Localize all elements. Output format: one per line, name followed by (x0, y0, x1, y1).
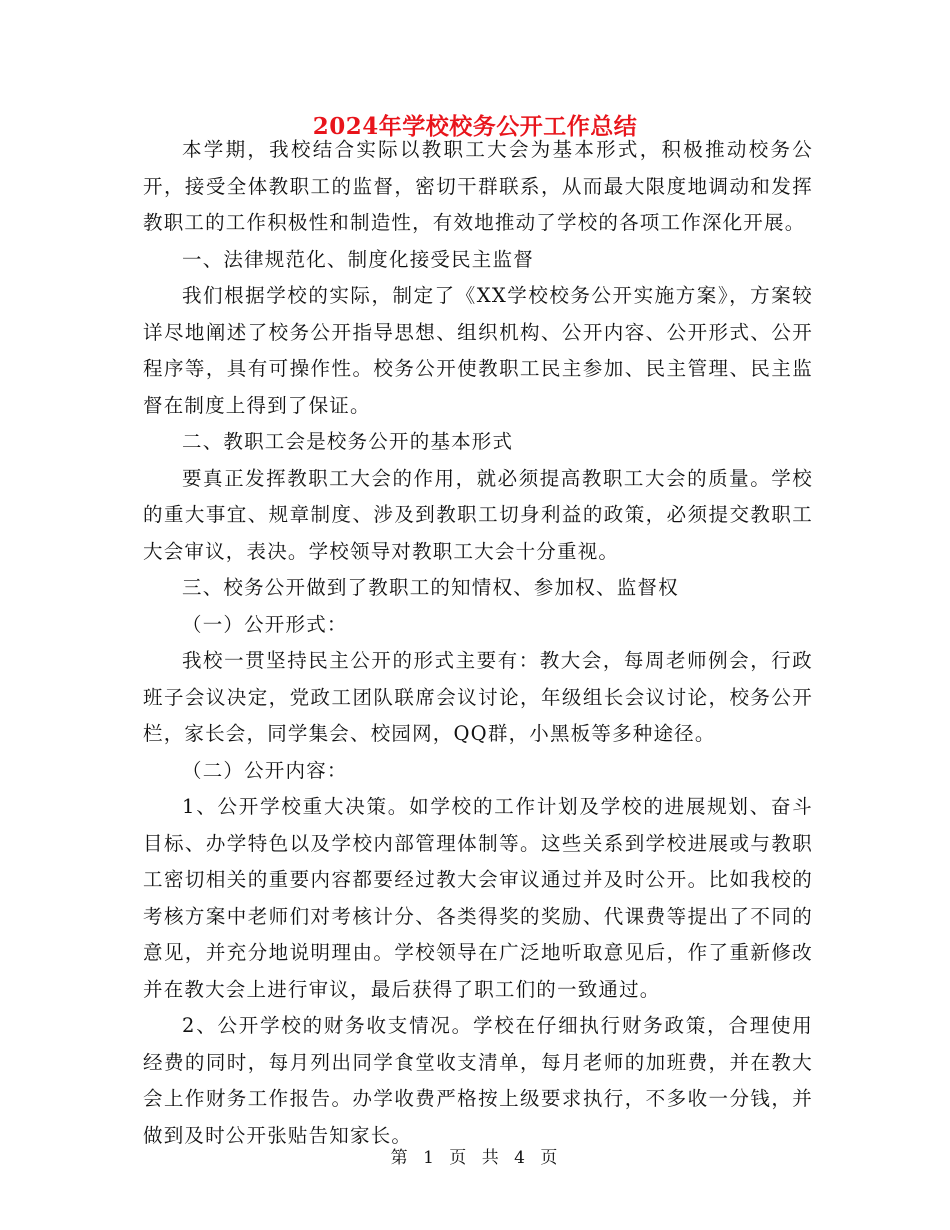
section-heading-2: 二、教职工会是校务公开的基本形式 (182, 430, 514, 453)
paragraph-form: 我校一贯坚持民主公开的形式主要有：教大会，每周老师例会，行政班子会议决定，党政工团队联席会议讨论，年级组长会议讨论，校务公开栏，家长会，同学集会、校园网，QQ群，小黑板等多种途径。 (143, 649, 813, 745)
subheading-content: （二）公开内容： (182, 758, 348, 782)
section-heading-1: 一、法律规范化、制度化接受民主监督 (182, 247, 534, 271)
paragraph-section-1: 我们根据学校的实际，制定了《XX学校校务公开实施方案》，方案较详尽地阐述了校务公开指导思想、组织机构、公开内容、公开形式、公开程序等，具有可操作性。校务公开使教职工民主参加、民主管理、民主监督在制度上得到了保证。 (143, 284, 813, 417)
document-body (143, 132, 813, 1154)
subheading-form: （一）公开形式： (182, 612, 348, 636)
paragraph-content-2: 2、公开学校的财务收支情况。学校在仔细执行财务政策，合理使用经费的同时，每月列出同学食堂收支清单，每月老师的加班费，并在教大会上作财务工作报告。办学收费严格按上级要求执行，不多收一分钱，并做到及时公开张贴告知家长。 (143, 1014, 813, 1147)
paragraph-content-1: 1、公开学校重大决策。如学校的工作计划及学校的进展规划、奋斗目标、办学特色以及学校内部管理体制等。这些关系到学校进展或与教职工密切相关的重要内容都要经过教大会审议通过并及时公开。比如我校的考核方案中老师们对考核计分、各类得奖的奖励、代课费等提出了不同的意见，并充分地说明理由。学校领导在广泛地听取意见后，作了重新修改并在教大会上进行审议，最后获得了职工们的一致通过。 (143, 795, 813, 1001)
page-footer: 第 1 页 共 4 页 (390, 1148, 560, 1168)
paragraph-intro: 本学期，我校结合实际以教职工大会为基本形式，积极推动校务公开，接受全体教职工的监督，密切干群联系，从而最大限度地调动和发挥教职工的工作积极性和制造性，有效地推动了学校的各项工作深化开展。 (143, 138, 813, 234)
section-heading-3: 三、校务公开做到了教职工的知情权、参加权、监督权 (182, 576, 679, 599)
document-title: 2024年学校校务公开工作总结 (312, 113, 638, 140)
paragraph-section-2: 要真正发挥教职工大会的作用，就必须提高教职工大会的质量。学校的重大事宜、规章制度、涉及到教职工切身利益的政策，必须提交教职工大会审议，表决。学校领导对教职工大会十分重视。 (143, 466, 813, 563)
